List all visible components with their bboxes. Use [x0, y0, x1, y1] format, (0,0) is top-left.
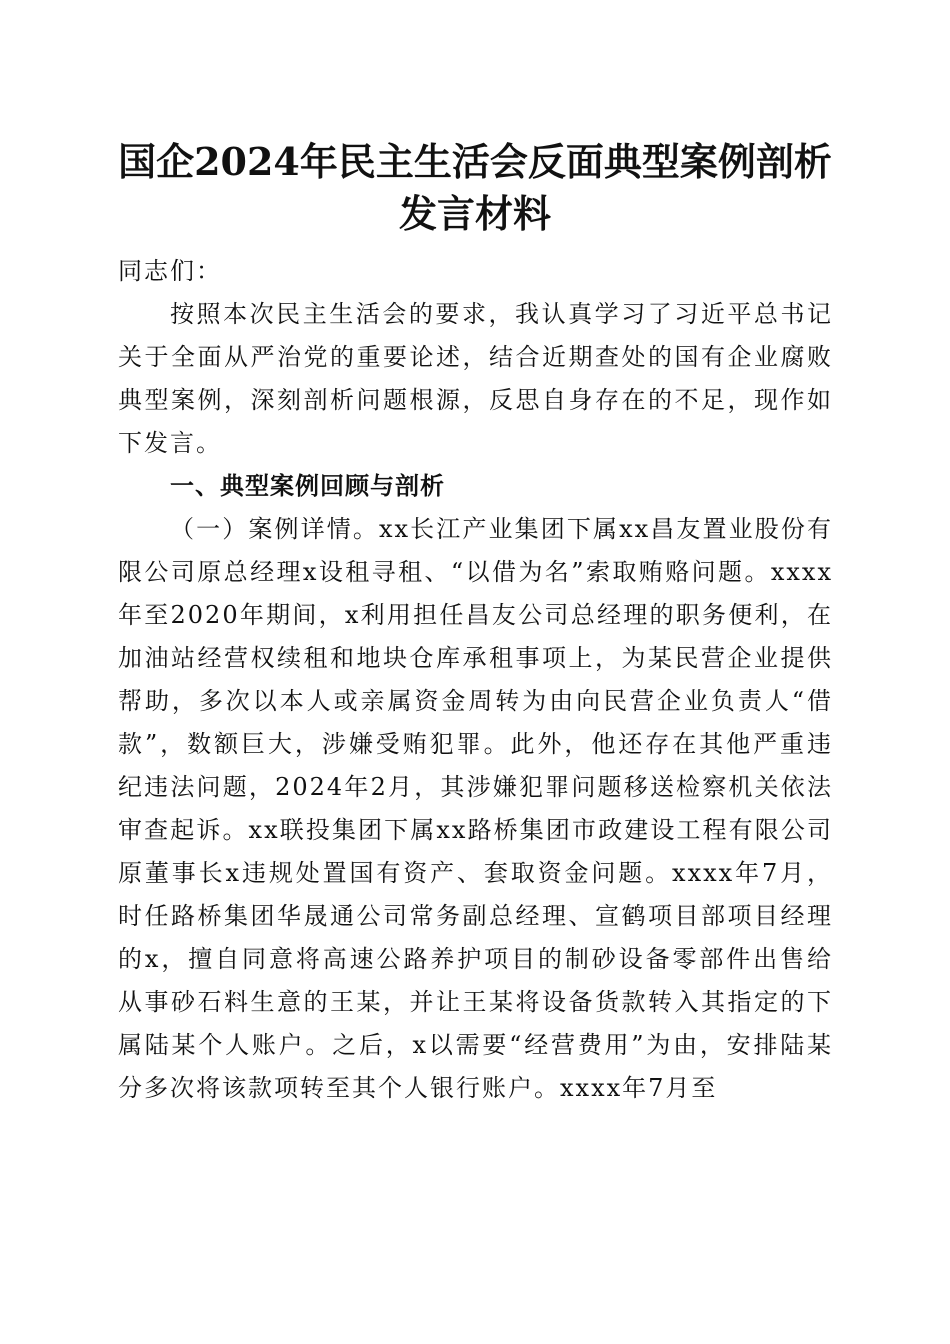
- document-body: [118, 250, 833, 1110]
- intro-paragraph: 按照本次民主生活会的要求，我认真学习了习近平总书记关于全面从严治党的重要论述，结合近期查处的国有企业腐败典型案例，深刻剖析问题根源，反思自身存在的不足，现作如下发言。: [118, 300, 833, 457]
- case-paragraph: （一）案例详情。xx长江产业集团下属xx昌友置业股份有限公司原总经理x设租寻租、“以借为名”索取贿赂问题。xxxx年至2020年期间，x利用担任昌友公司总经理的职务便利，在加油站经营权续租和地块仓库承租事项上，为某民营企业提供帮助，多次以本人或亲属资金周转为由向民营企业负责人“借款”，数额巨大，涉嫌受贿犯罪。此外，他还存在其他严重违纪违法问题，2024年2月，其涉嫌犯罪问题移送检察机关依法审查起诉。xx联投集团下属xx路桥集团市政建设工程有限公司原董事长x违规处置国有资产、套取资金问题。xxxx年7月，时任路桥集团华晟通公司常务副总经理、宣鹤项目部项目经理的x，擅自同意将高速公路养护项目的制砂设备零部件出售给从事砂石料生意的王某，并让王某将设备货款转入其指定的下属陆某个人账户。之后，x以需要“经营费用”为由，安排陆某分多次将该款项转至其个人银行账户。xxxx年7月至: [118, 515, 833, 1102]
- salutation: 同志们：: [118, 257, 222, 285]
- document-title: 国企2024年民主生活会反面典型案例剖析发言材料: [118, 139, 832, 236]
- section-heading: 一、典型案例回顾与剖析: [170, 472, 445, 500]
